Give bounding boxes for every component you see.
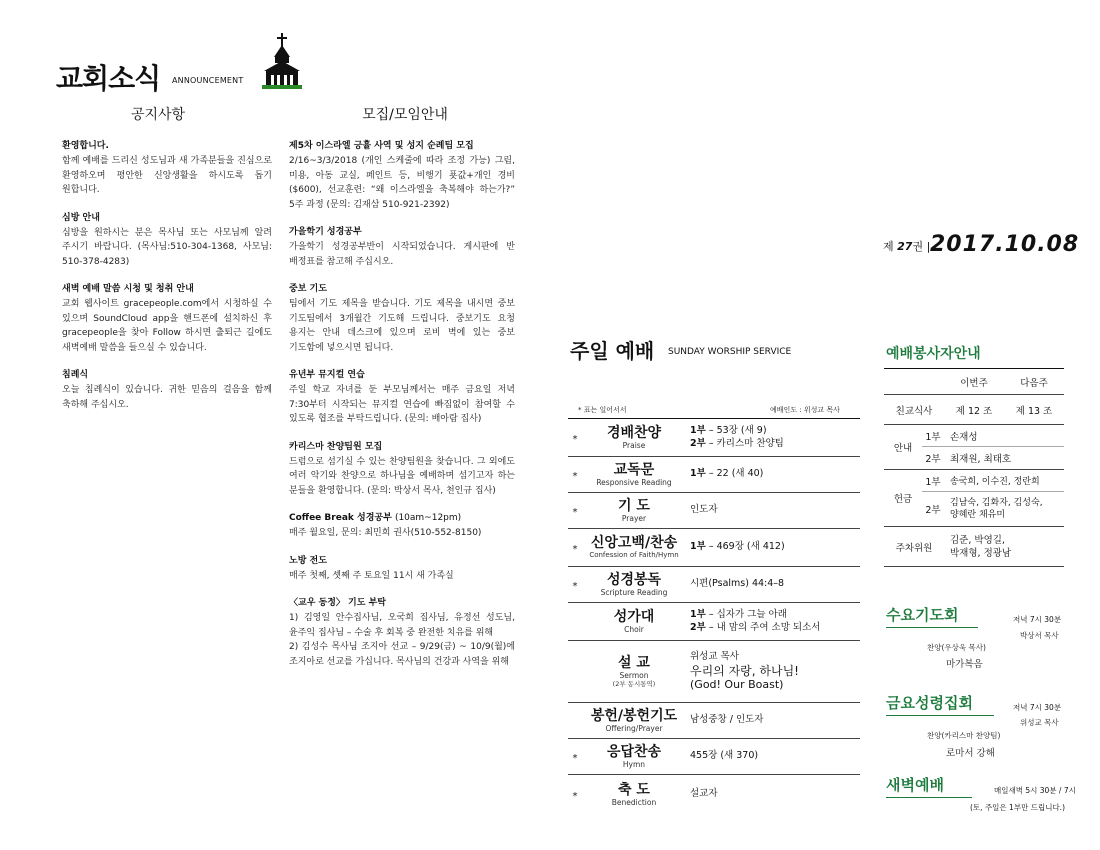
item-ko: 경배찬양: [606, 425, 662, 441]
notice-title: 침례식: [62, 370, 89, 380]
service-label: 1부: [690, 541, 706, 553]
worship-item-detail: 시편(Psalms) 44:4–8: [690, 578, 785, 590]
service-label: 1부: [690, 609, 706, 620]
worship-item-detail: [686, 651, 860, 692]
names-line: 박재형, 정광남: [950, 547, 1012, 559]
recruit-title: [289, 510, 515, 523]
worship-row: [568, 529, 860, 567]
item-ko: 성가대: [613, 609, 655, 625]
standing-marker: [568, 719, 582, 723]
recruit-column: [289, 138, 515, 669]
sub-row: [922, 425, 1064, 447]
recruit-title: 〈교우 동정〉 기도 부탁: [289, 598, 386, 608]
worship-subtitle: SUNDAY WORSHIP SERVICE: [668, 347, 792, 357]
notice-body: 교회 웹사이트 gracepeople.com에서 시청하실 수 있으며 SoundCloud app을 핸드폰에 설치하신 후 gracepeople을 찾아 Follow 하시면 출퇴근 길에도 새벽예배 말씀을 들으실 수 있습니다.: [62, 299, 272, 353]
names-line: 김준, 박영길,: [950, 534, 1005, 546]
standing-marker: [568, 620, 582, 624]
worship-row: [568, 775, 860, 813]
item-en: Choir: [624, 625, 644, 634]
item-en: Praise: [622, 441, 646, 450]
service-label: 1부: [690, 425, 706, 436]
worship-row: [568, 457, 860, 493]
recruit-title: 중보 기도: [289, 284, 327, 294]
names-line: 양혜란 채유미: [950, 510, 1006, 520]
names: 최재원, 최태호: [950, 454, 1012, 465]
worship-item-name: [582, 535, 686, 560]
notices-heading: 공지사항: [130, 107, 186, 123]
preacher: 위성교 목사: [690, 651, 739, 663]
worship-row: [568, 493, 860, 529]
worship-row: [568, 603, 860, 641]
col-this-week: 이번주: [960, 377, 988, 389]
recruit-body: 2/16~3/3/2018 (개인 스케줄에 따라 조정 가능) 그림, 미용, 아동 교실, 페인트 등, 비행기 푯값+개인 경비 ($600), 선교훈련: “왜 이스라엘을 축복해야 하는가?” 5주 과정 (문의: 김재삼 510-921-2392): [289, 156, 515, 210]
worship-item-name: [582, 462, 686, 487]
item-en: Benediction: [611, 797, 657, 807]
servants-title: 예배봉사자안내: [886, 346, 981, 362]
row-label: 친교식사: [895, 405, 933, 417]
wednesday-title: 수요기도회: [886, 606, 959, 624]
row-label: 헌금: [893, 494, 913, 505]
sermon-title: 우리의 자랑, 하나님!: [690, 663, 799, 678]
recruit-body: 매주 월요일, 문의: 최민희 권사(510-552-8150): [289, 528, 482, 538]
recruit-title: 유년부 뮤지컬 연습: [289, 370, 365, 380]
worship-item-name: [582, 782, 686, 807]
worship-item-detail: [686, 425, 860, 450]
dawn-title: 새벽예배: [886, 776, 944, 794]
church-icon: [262, 33, 302, 91]
standing-marker: *: [572, 507, 578, 518]
standing-note: * 표는 일어서서: [578, 406, 627, 414]
dawn-time: 매일새벽 5시 30분 / 7시: [994, 786, 1076, 795]
names: [944, 497, 1043, 521]
recruit-body: 가을학기 성경공부반이 시작되었습니다. 게시판에 반 배정표를 참고해 주십시오.: [289, 242, 515, 267]
sub-row: [922, 492, 1064, 526]
issue-suffix: 권 |: [912, 240, 931, 253]
servants-table: [884, 368, 1064, 567]
standing-marker: *: [572, 790, 578, 802]
item-ko: 교독문: [613, 462, 655, 478]
recruit-heading: 모집/모임안내: [362, 107, 448, 123]
standing-marker: *: [572, 544, 578, 555]
worship-item-detail: [686, 609, 860, 634]
offering-row: [884, 470, 1064, 527]
worship-row: [568, 703, 860, 739]
friday-title: 금요성령집회: [886, 694, 973, 712]
notice-title: 심방 안내: [62, 212, 100, 223]
item-en: Confession of Faith/Hymn: [589, 551, 679, 559]
worship-row: [568, 419, 860, 457]
recruit-body: 2) 김성수 목사님 조지아 선교 – 9/29(금) ~ 10/9(월)에 조지아로 선교를 가십니다. 목사님의 건강과 사역을 위해: [289, 642, 515, 667]
names: 손재성: [950, 431, 978, 443]
item-en: Hymn: [622, 760, 646, 769]
standing-marker: *: [572, 753, 578, 764]
wednesday-sermon: 마가복음: [946, 659, 983, 670]
item-ko: 성경봉독: [606, 572, 662, 588]
recruit-body: 1) 김영일 안수집사님, 오국희 집사님, 유정선 성도님, 윤주익 집사님 – 수술 후 회복 중 완전한 치유를 위해: [289, 613, 515, 638]
standing-marker: *: [572, 471, 578, 482]
notices-column: [62, 138, 272, 412]
col-next-week: 다음주: [1020, 377, 1048, 389]
worship-item-detail: [686, 541, 860, 554]
worship-item-detail: 455장 (새 370): [690, 750, 759, 762]
notice-body: 함께 예배를 드리신 성도님과 새 가족분들을 진심으로 환영하오며 평안한 신앙생활을 하시도록 돕기 원합니다.: [62, 156, 272, 195]
recruit-body: 주일 학교 자녀를 둔 부모님께서는 매주 금요일 저녁 7:30부터 시작되는 뮤지컬 연습에 빠짐없이 참여할 수 있도록 협조를 부탁드립니다. (문의: 배아람 집사): [289, 385, 515, 424]
worship-item-detail: [686, 468, 860, 481]
detail-text: – 내 맘의 주여 소망 되소서: [705, 621, 821, 633]
worship-item-name: [582, 744, 686, 769]
sub-row: [922, 447, 1064, 469]
dawn-note: (토, 주일은 1부만 드립니다.): [970, 803, 1065, 812]
worship-item-detail: 설교자: [690, 787, 718, 799]
detail-text: – 469장 (새 412): [705, 541, 785, 553]
item-en: Responsive Reading: [596, 478, 672, 487]
names: [944, 534, 1011, 560]
detail-text: – 카리스마 찬양팀: [705, 437, 784, 449]
worship-item-name: [582, 425, 686, 450]
service-label: 1부: [690, 468, 706, 480]
detail-text: – 십자가 그늘 아래: [705, 609, 787, 620]
service-label: 2부: [925, 505, 941, 516]
item-ko: 응답찬송: [606, 744, 662, 760]
item-en: Scripture Reading: [600, 588, 668, 597]
next-week-value: 제 13 조: [1015, 405, 1053, 417]
worship-item-detail: 인도자: [690, 504, 718, 516]
friday-leader: 위성교 목사: [1020, 718, 1059, 727]
detail-text: – 53장 (새 9): [705, 425, 767, 436]
worship-item-name: [582, 572, 686, 597]
notice-body: 심방을 원하시는 분은 목사님 또는 사모님께 알려 주시기 바랍니다. (목사님:510-304-1368, 사모님: 510-378-4283): [62, 227, 272, 267]
friday-praise: 찬양(카리스마 찬양팀): [927, 731, 1001, 740]
parking-row: [884, 527, 1064, 567]
offering-sub-rows: [922, 470, 1064, 526]
servants-header-row: [884, 369, 1064, 395]
usher-sub-rows: [922, 425, 1064, 469]
coffee-break-title: Coffee Break 성경공부: [289, 513, 392, 523]
announcement-subtitle: ANNOUNCEMENT: [172, 76, 244, 85]
row-label: 안내: [893, 443, 913, 454]
worship-title: 주일 예배: [570, 339, 655, 363]
service-label: 2부: [690, 437, 706, 449]
worship-leader: 예배인도 : 위성교 목사: [770, 406, 840, 414]
this-week-value: 제 12 조: [955, 405, 993, 417]
service-label: 1부: [925, 476, 941, 488]
item-en: Offering/Prayer: [605, 724, 663, 733]
names-line: 김남숙, 김화자, 김성숙,: [950, 498, 1043, 508]
detail-text: – 22 (새 40): [705, 468, 764, 480]
friday-sermon: 로마서 강해: [946, 748, 995, 759]
worship-row: [568, 739, 860, 775]
item-ko: 신앙고백/찬송: [590, 535, 678, 551]
standing-marker: [568, 670, 582, 674]
names: 송국희, 이수진, 정란희: [950, 477, 1040, 487]
worship-item-name: [582, 655, 686, 689]
recruit-body: 팀에서 기도 제목을 받습니다. 기도 제목을 내시면 중보 기도팀에서 3개월간 기도해 드립니다. 중보기도 요청 용지는 안내 데스크에 있으며 로비 벽에 있는 중보 기도함에 넣으시면 됩니다.: [289, 299, 515, 353]
worship-item-detail: 남성중창 / 인도자: [690, 714, 764, 726]
item-en: Prayer: [621, 514, 647, 523]
recruit-title: 제5차 이스라엘 긍휼 사역 및 성지 순례팀 모집: [289, 141, 474, 151]
worship-row: [568, 641, 860, 703]
fellowship-row: [884, 395, 1064, 425]
wednesday-title-block: [886, 604, 978, 628]
sub-row: [922, 470, 1064, 492]
recruit-title: 가을학기 성경공부: [289, 227, 362, 237]
item-ko: 봉헌/봉헌기도: [590, 708, 678, 724]
wednesday-time: 저녁 7시 30분: [1013, 615, 1062, 624]
worship-row: [568, 567, 860, 603]
recruit-title: 노방 전도: [289, 555, 327, 566]
worship-order: [568, 418, 860, 813]
wednesday-praise: 찬양(우상욱 목사): [927, 643, 986, 652]
issue-prefix: 제: [883, 240, 894, 253]
coffee-break-time: (10am~12pm): [394, 513, 462, 523]
item-ko: 기 도: [618, 498, 650, 514]
notice-body: 오늘 침례식이 있습니다. 귀한 믿음의 걸음을 함께 축하해 주십시오.: [62, 385, 272, 410]
notice-title: 환영합니다.: [62, 141, 109, 151]
worship-item-name: [582, 498, 686, 523]
friday-title-block: [886, 692, 994, 716]
worship-item-name: [582, 708, 686, 733]
service-label: 1부: [925, 431, 941, 443]
recruit-body: 매주 첫째, 셋째 주 토요일 11시 새 가족실: [289, 570, 454, 581]
standing-marker: *: [572, 434, 578, 445]
worship-item-name: [582, 609, 686, 634]
service-label: 2부: [690, 621, 706, 633]
recruit-body: 드럼으로 섬기실 수 있는 찬양팀원을 찾습니다. 그 외에도 여러 악기와 찬양으로 하나님을 예배하며 섬기고자 하는 분들을 환영합니다. (문의: 박상서 목사, 천인규 집사): [289, 456, 515, 496]
friday-time: 저녁 7시 30분: [1013, 703, 1062, 712]
notice-title: 새벽 예배 말씀 시청 및 청취 안내: [62, 284, 194, 294]
recruit-title: 카리스마 찬양팀원 모집: [289, 441, 383, 452]
sermon-title-en: (God! Our Boast): [690, 677, 784, 691]
item-en: Sermon: [619, 670, 649, 680]
issue-volume: 27: [897, 240, 913, 253]
item-ko: 설 교: [618, 654, 650, 671]
usher-row: [884, 425, 1064, 470]
service-label: 2부: [925, 454, 941, 465]
dawn-title-block: [886, 774, 972, 798]
item-ko: 축 도: [618, 781, 650, 798]
issue-date: 2017.10.08: [930, 232, 1080, 257]
announcement-title: 교회소식: [56, 62, 161, 95]
issue-number: [883, 238, 930, 254]
wednesday-leader: 박상서 목사: [1020, 631, 1059, 640]
row-label: 주차위원: [895, 542, 933, 554]
standing-marker: *: [572, 581, 578, 592]
interpretation-note: (2부 동시통역): [612, 679, 656, 688]
